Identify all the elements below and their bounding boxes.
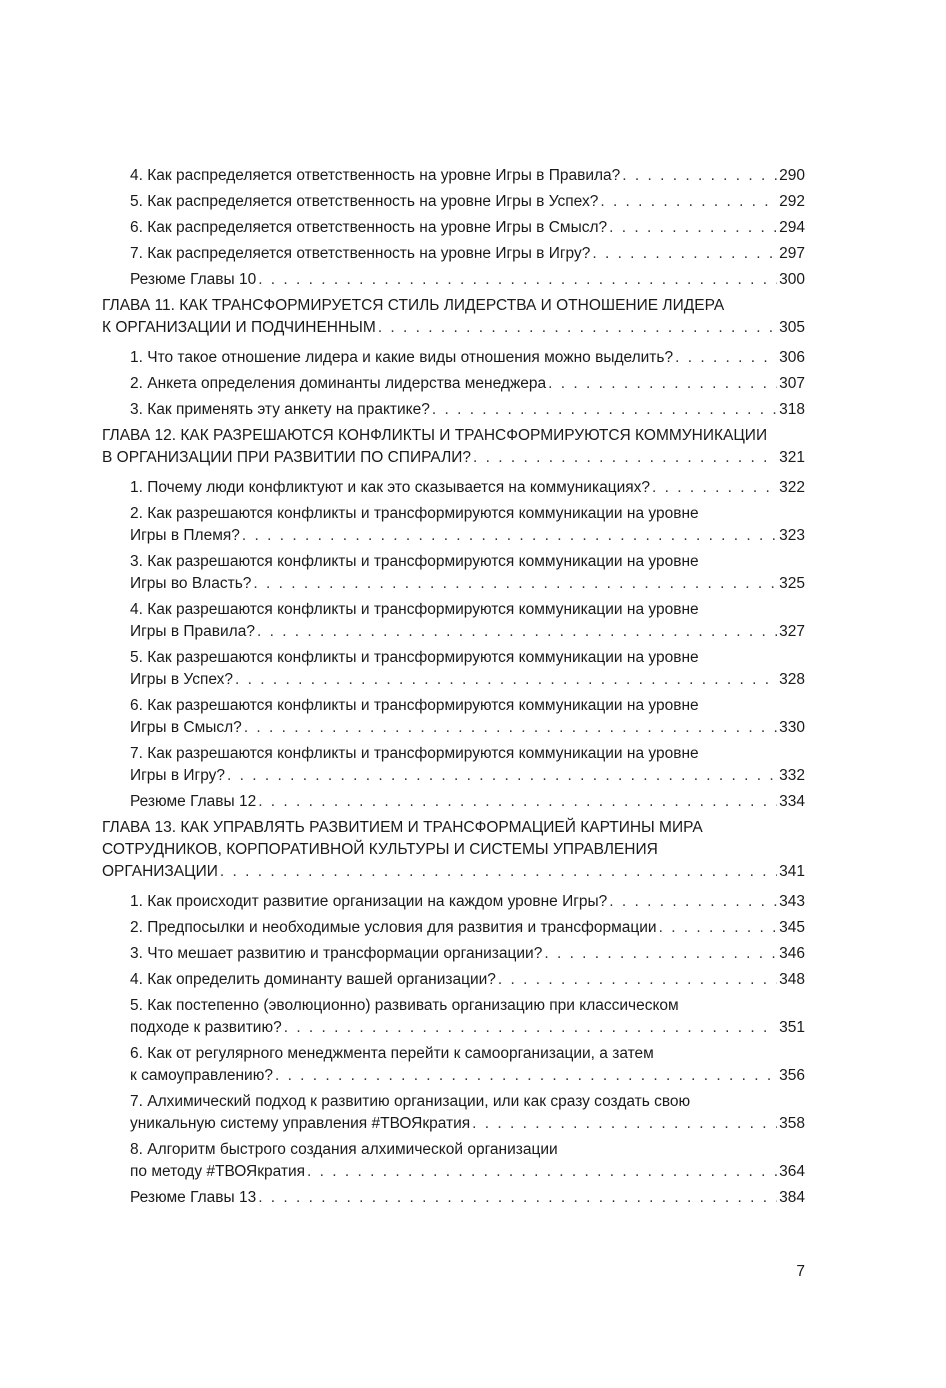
toc-entry-line bbox=[130, 191, 805, 213]
dot-leader bbox=[498, 969, 777, 991]
toc-entry bbox=[102, 969, 805, 991]
toc-entry-text: 7. Как распределяется ответственность на уровне Игры в Игру? bbox=[130, 245, 591, 262]
toc-entry-line bbox=[130, 669, 805, 691]
toc-entry-text: ГЛАВА 13. КАК УПРАВЛЯТЬ РАЗВИТИЕМ И ТРАНСФОРМАЦИЕЙ КАРТИНЫ МИРА bbox=[102, 819, 703, 836]
toc-entry bbox=[102, 347, 805, 369]
toc-entry-line bbox=[130, 969, 805, 991]
toc-entry-text: 2. Как разрешаются конфликты и трансформируются коммуникации на уровне bbox=[130, 505, 699, 522]
toc-entry bbox=[102, 217, 805, 239]
dot-leader bbox=[659, 917, 778, 939]
toc-entry-text: ГЛАВА 12. КАК РАЗРЕШАЮТСЯ КОНФЛИКТЫ И ТРАНСФОРМИРУЮТСЯ КОММУНИКАЦИИ bbox=[102, 427, 768, 444]
toc-entry-text: Игры в Успех? bbox=[130, 671, 234, 688]
toc-page-number: 327 bbox=[779, 623, 805, 640]
toc-entry-line bbox=[130, 891, 805, 913]
toc-entry-text: 4. Как определить доминанту вашей организации? bbox=[130, 971, 496, 988]
toc-entry-line bbox=[130, 917, 805, 939]
toc-chapter-heading bbox=[102, 817, 805, 883]
toc-page-number: 321 bbox=[779, 449, 805, 466]
toc-page-number: 330 bbox=[779, 719, 805, 736]
toc-page-number: 322 bbox=[779, 479, 805, 496]
dot-leader bbox=[235, 669, 777, 691]
toc-entry-line bbox=[130, 165, 805, 187]
toc-chapter-heading bbox=[102, 295, 805, 339]
toc-page-number: 341 bbox=[779, 863, 805, 880]
toc-entry bbox=[102, 269, 805, 291]
toc-page-number: 328 bbox=[779, 671, 805, 688]
toc-page-number: 300 bbox=[779, 271, 805, 288]
toc-entry-text: 5. Как распределяется ответственность на уровне Игры в Успех? bbox=[130, 193, 599, 210]
dot-leader bbox=[473, 447, 777, 469]
toc-page-number: 305 bbox=[779, 319, 805, 336]
toc-page-number: 323 bbox=[779, 527, 805, 544]
toc-entry-text: 5. Как постепенно (эволюционно) развивать организацию при классическом bbox=[130, 997, 679, 1014]
toc-entry-line bbox=[130, 373, 805, 395]
toc-page-number: 364 bbox=[779, 1163, 805, 1180]
table-of-contents bbox=[102, 165, 805, 1213]
dot-leader bbox=[258, 791, 777, 813]
toc-page-number: 307 bbox=[779, 375, 805, 392]
toc-entry-text: Игры в Игру? bbox=[130, 767, 226, 784]
toc-entry-text: 7. Алхимический подход к развитию организации, или как сразу создать свою bbox=[130, 1093, 691, 1110]
toc-entry-text: СОТРУДНИКОВ, КОРПОРАТИВНОЙ КУЛЬТУРЫ И СИСТЕМЫ УПРАВЛЕНИЯ bbox=[102, 841, 658, 858]
toc-page-number: 306 bbox=[779, 349, 805, 366]
toc-entry-line bbox=[130, 621, 805, 643]
toc-entry-text: 6. Как от регулярного менеджмента перейти к самоорганизации, а затем bbox=[130, 1045, 654, 1062]
toc-page-number: 332 bbox=[779, 767, 805, 784]
toc-entry-text: к самоуправлению? bbox=[130, 1067, 273, 1084]
toc-entry bbox=[102, 599, 805, 643]
toc-entry-text: по методу #ТВОЯкратия bbox=[130, 1163, 306, 1180]
dot-leader bbox=[257, 621, 777, 643]
page-number: 7 bbox=[796, 1263, 805, 1280]
toc-entry bbox=[102, 1139, 805, 1183]
dot-leader bbox=[432, 399, 777, 421]
toc-entry-text: 6. Как распределяется ответственность на уровне Игры в Смысл? bbox=[130, 219, 608, 236]
toc-entry-text: 8. Алгоритм быстрого создания алхимической организации bbox=[130, 1141, 558, 1158]
toc-entry-text: Игры в Племя? bbox=[130, 527, 240, 544]
toc-entry bbox=[102, 1091, 805, 1135]
dot-leader bbox=[284, 1017, 777, 1039]
toc-entry bbox=[102, 891, 805, 913]
toc-entry-text: подходе к развитию? bbox=[130, 1019, 282, 1036]
toc-entry-text: 2. Предпосылки и необходимые условия для развития и трансформации bbox=[130, 919, 657, 936]
toc-entry-text: Игры во Власть? bbox=[130, 575, 252, 592]
toc-page-number: 348 bbox=[779, 971, 805, 988]
dot-leader bbox=[258, 269, 777, 291]
toc-entry-text: 1. Почему люди конфликтуют и как это сказывается на коммуникациях? bbox=[130, 479, 650, 496]
toc-entry bbox=[102, 477, 805, 499]
dot-leader bbox=[244, 717, 777, 739]
dot-leader bbox=[592, 243, 777, 265]
toc-entry-text: 2. Анкета определения доминанты лидерства менеджера bbox=[130, 375, 547, 392]
toc-page-number: 294 bbox=[779, 219, 805, 236]
toc-page-number: 290 bbox=[779, 167, 805, 184]
toc-entry bbox=[102, 647, 805, 691]
toc-page-number: 356 bbox=[779, 1067, 805, 1084]
toc-page-number: 325 bbox=[779, 575, 805, 592]
toc-entry-line bbox=[102, 861, 805, 883]
toc-entry-text: 1. Что такое отношение лидера и какие виды отношения можно выделить? bbox=[130, 349, 674, 366]
toc-entry bbox=[102, 743, 805, 787]
dot-leader bbox=[258, 1187, 777, 1209]
toc-entry bbox=[102, 917, 805, 939]
toc-entry bbox=[102, 503, 805, 547]
dot-leader bbox=[220, 861, 777, 883]
toc-entry bbox=[102, 165, 805, 187]
toc-entry-line bbox=[130, 791, 805, 813]
toc-entry-text: ОРГАНИЗАЦИИ bbox=[102, 863, 218, 880]
dot-leader bbox=[544, 943, 777, 965]
dot-leader bbox=[378, 317, 777, 339]
dot-leader bbox=[622, 165, 777, 187]
toc-entry-line bbox=[130, 477, 805, 499]
toc-entry-text: 5. Как разрешаются конфликты и трансформируются коммуникации на уровне bbox=[130, 649, 699, 666]
toc-entry-text: 1. Как происходит развитие организации на каждом уровне Игры? bbox=[130, 893, 608, 910]
toc-entry-line bbox=[130, 943, 805, 965]
toc-entry-line bbox=[130, 1187, 805, 1209]
toc-page-number: 345 bbox=[779, 919, 805, 936]
dot-leader bbox=[227, 765, 777, 787]
toc-entry-line bbox=[130, 717, 805, 739]
toc-entry-text: Резюме Главы 10 bbox=[130, 271, 257, 288]
toc-entry-text: ГЛАВА 11. КАК ТРАНСФОРМИРУЕТСЯ СТИЛЬ ЛИДЕРСТВА И ОТНОШЕНИЕ ЛИДЕРА bbox=[102, 297, 725, 314]
toc-entry-line bbox=[130, 573, 805, 595]
toc-entry-line bbox=[130, 399, 805, 421]
toc-page-number: 346 bbox=[779, 945, 805, 962]
toc-entry bbox=[102, 191, 805, 213]
toc-entry bbox=[102, 551, 805, 595]
toc-entry-text: К ОРГАНИЗАЦИИ И ПОДЧИНЕННЫМ bbox=[102, 319, 376, 336]
dot-leader bbox=[253, 573, 777, 595]
toc-page-number: 318 bbox=[779, 401, 805, 418]
toc-entry-line bbox=[102, 447, 805, 469]
toc-page-number: 343 bbox=[779, 893, 805, 910]
dot-leader bbox=[242, 525, 777, 547]
toc-entry-text: 7. Как разрешаются конфликты и трансформируются коммуникации на уровне bbox=[130, 745, 699, 762]
toc-entry-line bbox=[130, 269, 805, 291]
toc-entry-text: 6. Как разрешаются конфликты и трансформируются коммуникации на уровне bbox=[130, 697, 699, 714]
toc-entry-line bbox=[130, 217, 805, 239]
toc-entry bbox=[102, 1043, 805, 1087]
dot-leader bbox=[600, 191, 777, 213]
toc-entry-text: Игры в Правила? bbox=[130, 623, 255, 640]
dot-leader bbox=[472, 1113, 777, 1135]
toc-entry-text: 4. Как разрешаются конфликты и трансформируются коммуникации на уровне bbox=[130, 601, 699, 618]
toc-entry-text: Игры в Смысл? bbox=[130, 719, 242, 736]
toc-page-number: 334 bbox=[779, 793, 805, 810]
toc-entry bbox=[102, 399, 805, 421]
toc-entry bbox=[102, 995, 805, 1039]
toc-entry bbox=[102, 373, 805, 395]
toc-entry-line bbox=[130, 1065, 805, 1087]
dot-leader bbox=[652, 477, 777, 499]
toc-entry-text: 3. Что мешает развитию и трансформации организации? bbox=[130, 945, 543, 962]
toc-chapter-heading bbox=[102, 425, 805, 469]
dot-leader bbox=[675, 347, 777, 369]
toc-entry-text: 3. Как разрешаются конфликты и трансформируются коммуникации на уровне bbox=[130, 553, 699, 570]
toc-entry bbox=[102, 1187, 805, 1209]
toc-entry-line bbox=[130, 765, 805, 787]
toc-entry-text: В ОРГАНИЗАЦИИ ПРИ РАЗВИТИИ ПО СПИРАЛИ? bbox=[102, 449, 472, 466]
toc-entry bbox=[102, 695, 805, 739]
toc-page-number: 384 bbox=[779, 1189, 805, 1206]
toc-entry bbox=[102, 943, 805, 965]
toc-page-number: 351 bbox=[779, 1019, 805, 1036]
toc-page-number: 292 bbox=[779, 193, 805, 210]
dot-leader bbox=[275, 1065, 777, 1087]
toc-entry-text: 3. Как применять эту анкету на практике? bbox=[130, 401, 430, 418]
dot-leader bbox=[548, 373, 777, 395]
toc-entry-text: Резюме Главы 13 bbox=[130, 1189, 257, 1206]
toc-entry-line bbox=[130, 1161, 805, 1183]
toc-entry-line bbox=[130, 347, 805, 369]
toc-entry-text: уникальную систему управления #ТВОЯкратия bbox=[130, 1115, 471, 1132]
dot-leader bbox=[307, 1161, 777, 1183]
toc-entry-line bbox=[102, 317, 805, 339]
toc-entry bbox=[102, 791, 805, 813]
toc-page-number: 358 bbox=[779, 1115, 805, 1132]
toc-entry-text: Резюме Главы 12 bbox=[130, 793, 257, 810]
dot-leader bbox=[609, 217, 777, 239]
toc-entry-line bbox=[130, 525, 805, 547]
toc-entry bbox=[102, 243, 805, 265]
toc-page-number: 297 bbox=[779, 245, 805, 262]
toc-entry-line bbox=[130, 1113, 805, 1135]
dot-leader bbox=[609, 891, 777, 913]
toc-entry-text: 4. Как распределяется ответственность на уровне Игры в Правила? bbox=[130, 167, 621, 184]
toc-entry-line bbox=[130, 1017, 805, 1039]
toc-entry-line bbox=[130, 243, 805, 265]
